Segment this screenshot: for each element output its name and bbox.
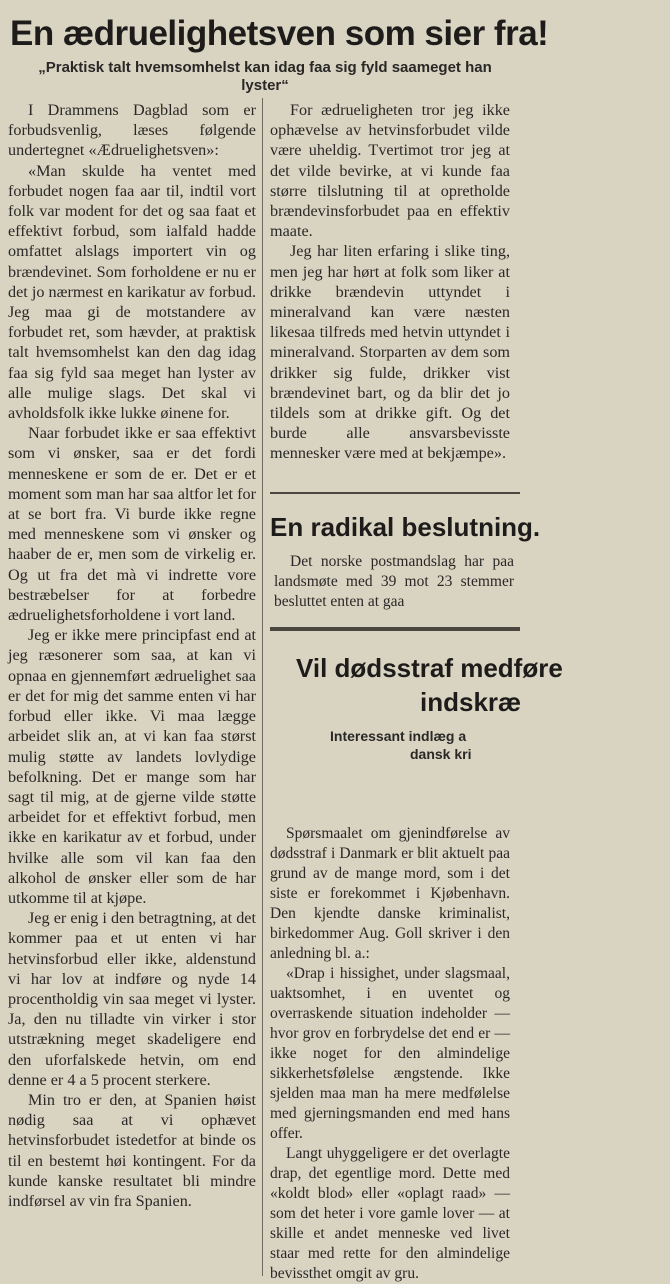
paragraph: Min tro er den, at Spanien høist nødig saa at vi ophævet hetvinsforbudet istedetfor at binde os til en bestemt høi kontingent. For da kunde kanske resultatet bli mindre indførsel av vin fra Spanien. <box>8 1090 256 1210</box>
paragraph: For ædrueligheten tror jeg ikke ophævelse av hetvinsforbudet vilde være uheldig. Tvertimot tror jeg at det vilde bevirke, at vi kunde faa større tilslutning til at opretholde brændevinsforbudet paa en effektiv maate. <box>270 101 510 241</box>
paragraph: Jeg er enig i den betragtning, at det kommer paa et ut enten vi har hetvinsforbud eller ikke, aldenstund vi har lov at indføre og nyde 14 procentholdig vin saa meget vi lyster. Ja, den nu tilladte vin virker i stor utstrækning meget skadeligere end den uforfalskede hetvin, om end denne er 4 a 5 procent sterkere. <box>8 909 256 1089</box>
paragraph: Langt uhyggeligere er det overlagte drap, det egentlige mord. Dette med «koldt blod» eller «oplagt raad» — som det heter i vore gamle lover — at skille et andet menneske ved livet staar med rette for den almindelige bevissthet omgit av gru. <box>270 1145 510 1282</box>
paragraph: Naar forbudet ikke er saa effektivt som vi ønsker, saa er det fordi menneskene er som de er. Det er et moment som man har saa altfor let for at se bort fra. Vi burde ikke regne med menneskene som vi ønsker og haaber de er, men som de virkelig er. Og ut fra det mà vi indrette vore bestræbelser for at forbedre ædruelighetsforholdene i vort land. <box>8 424 256 625</box>
article-headline: En ædruelighetsven som sier fra! <box>10 14 549 53</box>
article-left-column <box>8 100 256 1211</box>
paragraph: Spørsmaalet om gjenindførelse av dødsstraf i Danmark er blit aktuelt paa grund av de mange mord, som i det siste er forekommet i Kjøbenhavn. Den kjendte danske kriminalist, birkedommer Aug. Goll skriver i den anledning bl. a.: <box>270 825 510 962</box>
paragraph: «Man skulde ha ventet med forbudet nogen faa aar til, indtil vort folk var modent for det og saa faat et effektivt forbud, som ialfald hadde omfattet alslags importert vin og brændevinet. Som forholdene er nu er det jo nærmest en karikatur av forbud. Jeg maa gi de motstandere av forbudet ret, som hævder, at praktisk talt hvemsomhelst kan den dag idag faa sig fyld saa meget han lyster av alle mulige slags. Det skal vi avholdsfolk ikke lukke øinene for. <box>8 161 256 423</box>
section-rule-thick <box>270 627 520 631</box>
article-2-text <box>274 552 514 612</box>
article-kicker: Interessant indlæg a <box>330 728 467 744</box>
article-headline-3-line-2: indskræ <box>420 687 522 717</box>
paragraph: Jeg har liten erfaring i slike ting, men jeg har hørt at folk som liker at drikke brændevin uttyndet i mineralvand kan være næsten likesaa tilfreds med hetvin uttyndet i mineralvand. Storparten av dem som drikker sig fulde, drikker vist brændevinet bart, og da blir det jo tildels som at drikke gift. Og det burde alle ansvarsbevisste mennesker være med at bekjæmpe». <box>270 242 510 463</box>
article-right-column <box>270 100 510 464</box>
paragraph: Det norske postmandslag har paa landsmøte med 39 mot 23 stemmer besluttet enten at gaa <box>274 553 514 610</box>
paragraph: «Drap i hissighet, under slagsmaal, uaktsomhet, i en uventet og overraskende situation indeholder — hvor grov en forbrydelse det end er — ikke noget for den almindelige sikkerhetsfølelse ængstende. Ikke sjelden maa man ha mere medfølelse med gjerningsmanden end med hans offer. <box>270 965 510 1142</box>
article-headline-3: Vil dødsstraf medføre <box>296 653 563 683</box>
column-divider <box>262 98 263 1276</box>
paragraph: Jeg er ikke mere principfast end at jeg ræsonerer som saa, at kan vi opnaa en gjennemført ædruelighet saa er det for mig det samme enten vi har forbud eller ikke. Vi maa lægge arbeidet slik an, at vi kan faa størst mulig støtte av landets lovlydige befolkning. Det er mange som har sagt til mig, at de gjerne vilde støtte arbeidet for et effektivt forbud, men ikke en karikatur av et forbud, under hvilke alle som vil kan faa den alkohol de ønsker eller som de har utkomme til at kjøpe. <box>8 626 256 907</box>
paragraph: I Drammens Dagblad som er forbudsvenlig, læses følgende undertegnet «Ædruelighetsven»: <box>8 101 256 160</box>
article-kicker-line-2: dansk kri <box>410 746 472 762</box>
article-subheadline: „Praktisk talt hvemsomhelst kan idag faa sig fyld saameget han lyster“ <box>38 59 492 94</box>
article-3-body <box>270 824 510 1284</box>
section-rule <box>270 492 520 494</box>
article-headline-2: En radikal beslutning. <box>270 512 541 542</box>
